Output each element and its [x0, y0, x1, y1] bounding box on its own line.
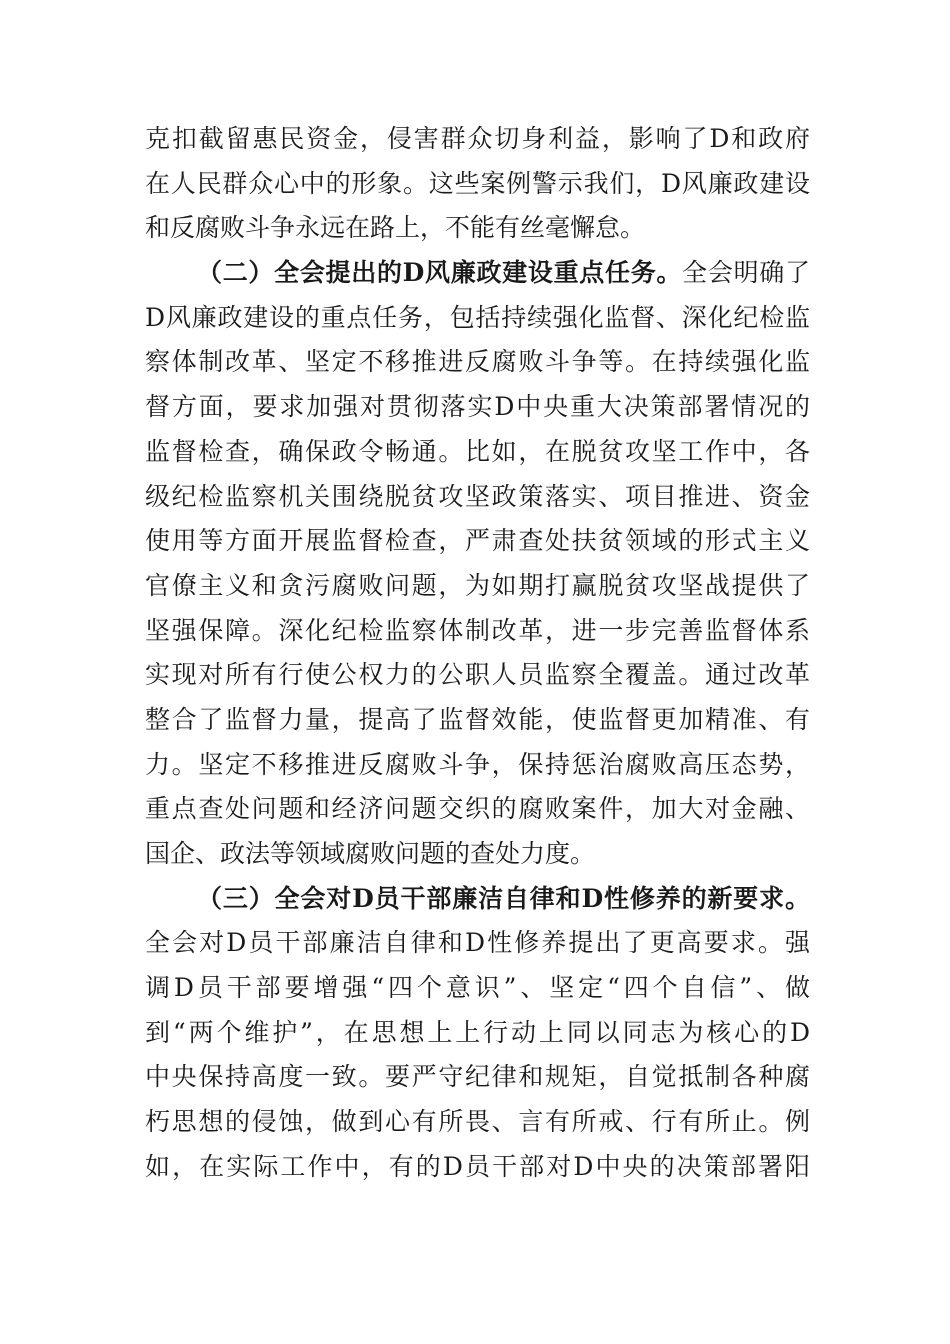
paragraph-line — [145, 1145, 810, 1190]
line-text: 全会对D员干部廉洁自律和D性修养提出了更高要求。强 — [145, 928, 810, 958]
paragraph-line — [145, 296, 810, 341]
paragraph-line — [145, 519, 810, 564]
paragraph-line — [145, 653, 810, 698]
paragraph-line — [145, 609, 810, 654]
section-heading-line — [145, 251, 810, 296]
paragraph-line — [145, 385, 810, 430]
line-text: 中央保持高度一致。要严守纪律和规矩，自觉抵制各种腐 — [145, 1062, 810, 1092]
line-text: 级纪检监察机关围绕脱贫攻坚政策落实、项目推进、资金 — [145, 481, 810, 511]
line-text: 力。坚定不移推进反腐败斗争，保持惩治腐败高压态势， — [145, 749, 810, 779]
line-text: 监督检查，确保政令畅通。比如，在脱贫攻坚工作中，各 — [145, 436, 810, 466]
line-text: 督方面，要求加强对贯彻落实D中央重大决策部署情况的 — [145, 392, 810, 422]
paragraph-line — [145, 787, 810, 832]
line-text: 和反腐败斗争永远在路上，不能有丝毫懈怠。 — [145, 213, 646, 243]
section-heading-line — [145, 877, 810, 922]
paragraph-line — [145, 1055, 810, 1100]
section-heading: （三）全会对D员干部廉洁自律和D性修养的新要求。 — [197, 883, 810, 913]
line-text: 国企、政法等领域腐败问题的查处力度。 — [145, 839, 596, 868]
line-text: 使用等方面开展监督检查，严肃查处扶贫领域的形式主义 — [145, 526, 810, 556]
line-text: 整合了监督力量，提高了监督效能，使监督更加精准、有 — [145, 704, 810, 734]
paragraph-line — [145, 966, 810, 1011]
paragraph-line — [145, 117, 810, 162]
line-text: 克扣截留惠民资金，侵害群众切身利益，影响了D和政府 — [145, 124, 810, 153]
paragraph-line — [145, 1100, 810, 1145]
paragraph-line — [145, 1011, 810, 1056]
paragraph-line — [145, 340, 810, 385]
line-text: 实现对所有行使公权力的公职人员监察全覆盖。通过改革 — [145, 660, 810, 690]
line-text: 调D员干部要增强“四个意识”、坚定“四个自信”、做 — [145, 973, 810, 1003]
line-text: 在人民群众心中的形象。这些案例警示我们，D风廉政建设 — [145, 168, 810, 198]
paragraph-line — [145, 698, 810, 743]
paragraph-line — [145, 475, 810, 520]
paragraph-line — [145, 743, 810, 788]
line-text: 察体制改革、坚定不移推进反腐败斗争等。在持续强化监 — [145, 347, 810, 377]
paragraph-line — [145, 430, 810, 475]
line-text: 重点查处问题和经济问题交织的腐败案件，加大对金融、 — [145, 794, 810, 824]
paragraph-line — [145, 564, 810, 609]
paragraph-line — [145, 921, 810, 966]
paragraph-line — [145, 162, 810, 207]
line-text: 如，在实际工作中，有的D员干部对D中央的决策部署阳 — [145, 1151, 810, 1181]
line-text: 坚强保障。深化纪检监察体制改革，进一步完善监督体系 — [145, 615, 810, 645]
line-text: D风廉政建设的重点任务，包括持续强化监督、深化纪检监 — [145, 302, 810, 332]
paragraph-line — [145, 206, 810, 251]
line-text: 朽思想的侵蚀，做到心有所畏、言有所戒、行有所止。例 — [145, 1107, 810, 1137]
line-text: 全会明确了 — [682, 258, 810, 288]
document-body — [145, 117, 810, 1190]
line-text: 官僚主义和贪污腐败问题，为如期打赢脱贫攻坚战提供了 — [145, 570, 810, 600]
paragraph-line — [145, 832, 810, 877]
section-heading: （二）全会提出的D风廉政建设重点任务。 — [197, 258, 683, 288]
line-text: 到“两个维护”，在思想上上行动上同以同志为核心的D — [145, 1017, 810, 1047]
